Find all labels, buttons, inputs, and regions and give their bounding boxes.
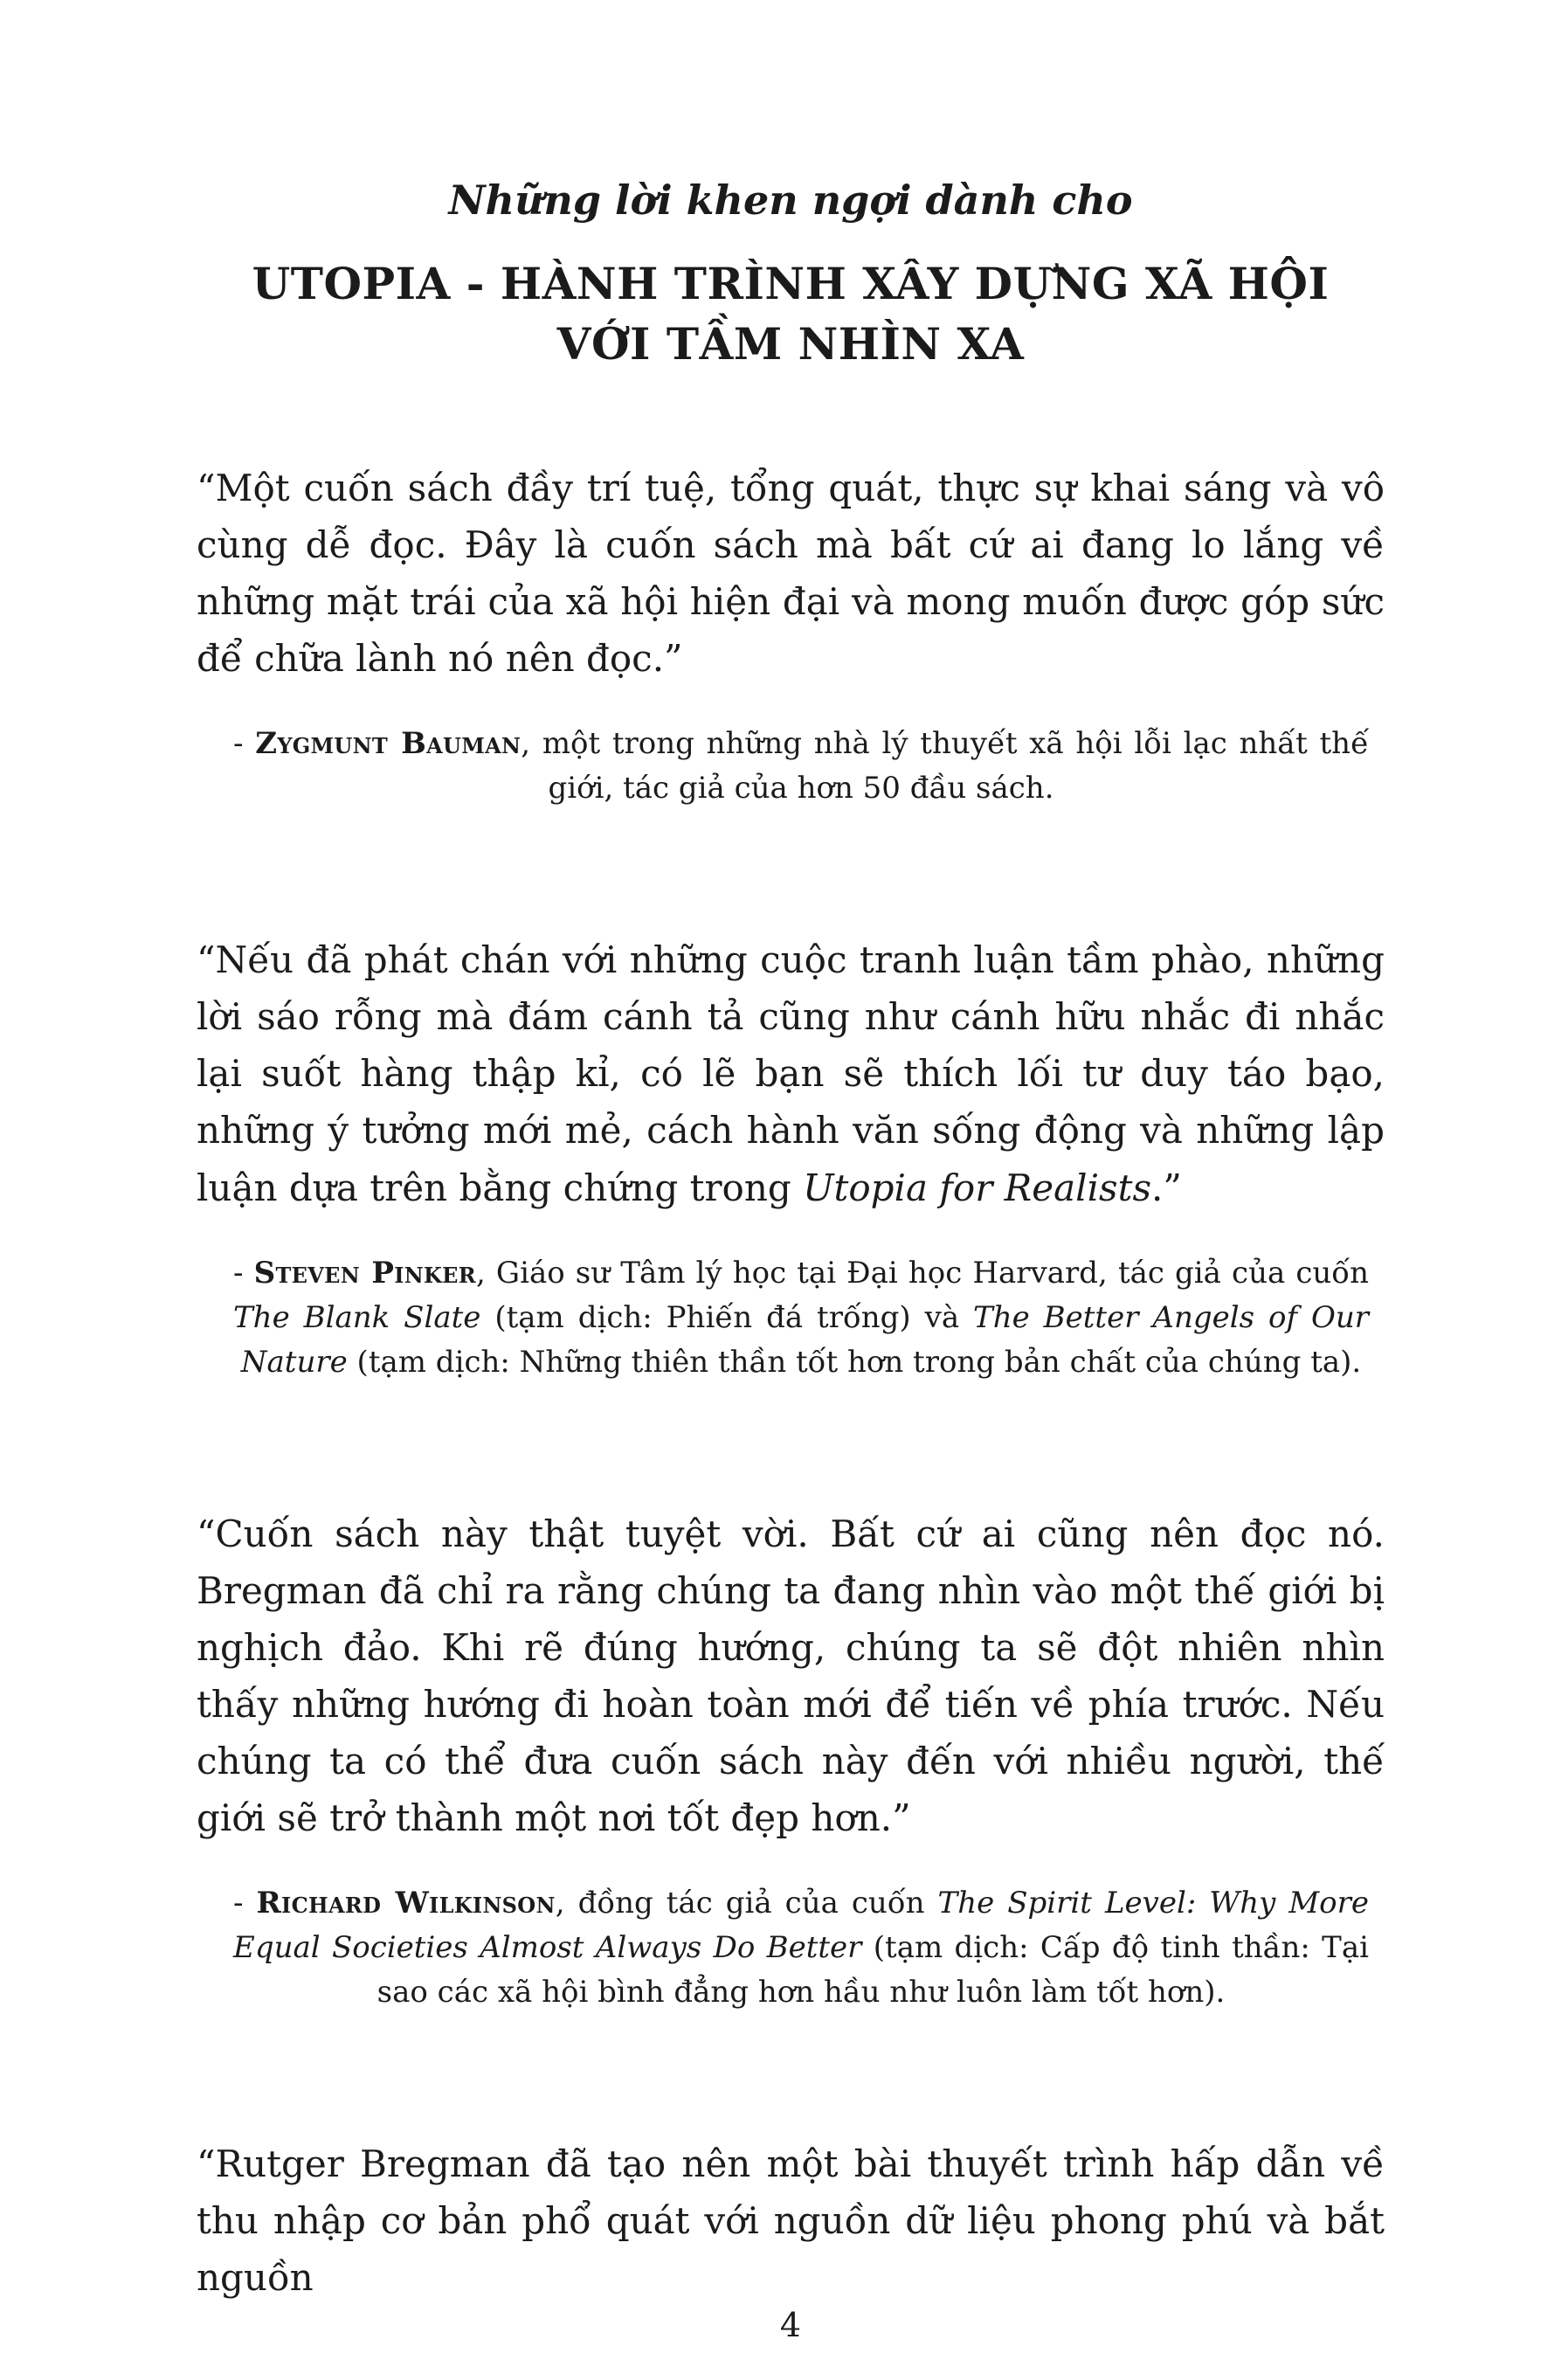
quote-block bbox=[197, 2135, 1385, 2306]
quote-text: “Cuốn sách này thật tuyệt vời. Bất cứ ai cũng nên đọc nó. Bregman đã chỉ ra rằng chúng ta đang nhìn vào một thế giới bị nghịch đảo. Khi rẽ đúng hướng, chúng ta sẽ đột nhiên nhìn thấy những hướng đi hoàn toàn mới để tiến về phía trước. Nếu chúng ta có thể đưa cuốn sách này đến với nhiều người, thế giới sẽ trở thành một nơi tốt đẹp hơn.” bbox=[197, 1512, 1385, 1840]
quote-text: “Rutger Bregman đã tạo nên một bài thuyết trình hấp dẫn về thu nhập cơ bản phổ quát với nguồn dữ liệu phong phú và bắt nguồn bbox=[197, 2142, 1385, 2300]
page-number: 4 bbox=[779, 2306, 802, 2345]
quote-attribution: - Steven Pinker, Giáo sư Tâm lý học tại Đại học Harvard, tác giả của cuốn The Blank Slate (tạm dịch: Phiến đá trống) và The Better Angels of Our Nature (tạm dịch: Những thiên thần tốt hơn trong bản chất của chúng ta). bbox=[233, 1255, 1369, 1380]
quotes-section bbox=[197, 460, 1385, 2307]
quote-text: “Nếu đã phát chán với những cuộc tranh luận tầm phào, những lời sáo rỗng mà đám cánh tả cũng như cánh hữu nhắc đi nhắc lại suốt hàng thập kỉ, có lẽ bạn sẽ thích lối tư duy táo bạo, những ý tưởng mới mẻ, cách hành văn sống động và những lập luận dựa trên bằng chứng trong Utopia for Realists.” bbox=[197, 938, 1385, 1209]
quote-text: “Một cuốn sách đầy trí tuệ, tổng quát, thực sự khai sáng và vô cùng dễ đọc. Đây là cuốn sách mà bất cứ ai đang lo lắng về những mặt trái của xã hội hiện đại và mong muốn được góp sức để chữa lành nó nên đọc.” bbox=[197, 466, 1385, 681]
quote-block bbox=[197, 1505, 1385, 2016]
praise-heading: Những lời khen ngợi dành cho bbox=[448, 176, 1133, 224]
quote-attribution: - Zygmunt Bauman, một trong những nhà lý thuyết xã hội lỗi lạc nhất thế giới, tác giả của hơn 50 đầu sách. bbox=[233, 726, 1369, 806]
book-title-line-1: UTOPIA - HÀNH TRÌNH XÂY DỰNG XÃ HỘI bbox=[252, 257, 1330, 309]
quote-block bbox=[197, 460, 1385, 811]
page-footer bbox=[197, 2306, 1385, 2344]
page-header bbox=[197, 175, 1385, 460]
book-title-line-2: VỚI TẦM NHÌN XA bbox=[556, 317, 1025, 370]
book-title bbox=[197, 253, 1385, 374]
quote-attribution: - Richard Wilkinson, đồng tác giả của cuốn The Spirit Level: Why More Equal Societies Almost Always Do Better (tạm dịch: Cấp độ tinh thần: Tại sao các xã hội bình đẳng hơn hầu như luôn làm tốt hơn). bbox=[233, 1886, 1370, 2011]
quote-block bbox=[197, 931, 1385, 1384]
